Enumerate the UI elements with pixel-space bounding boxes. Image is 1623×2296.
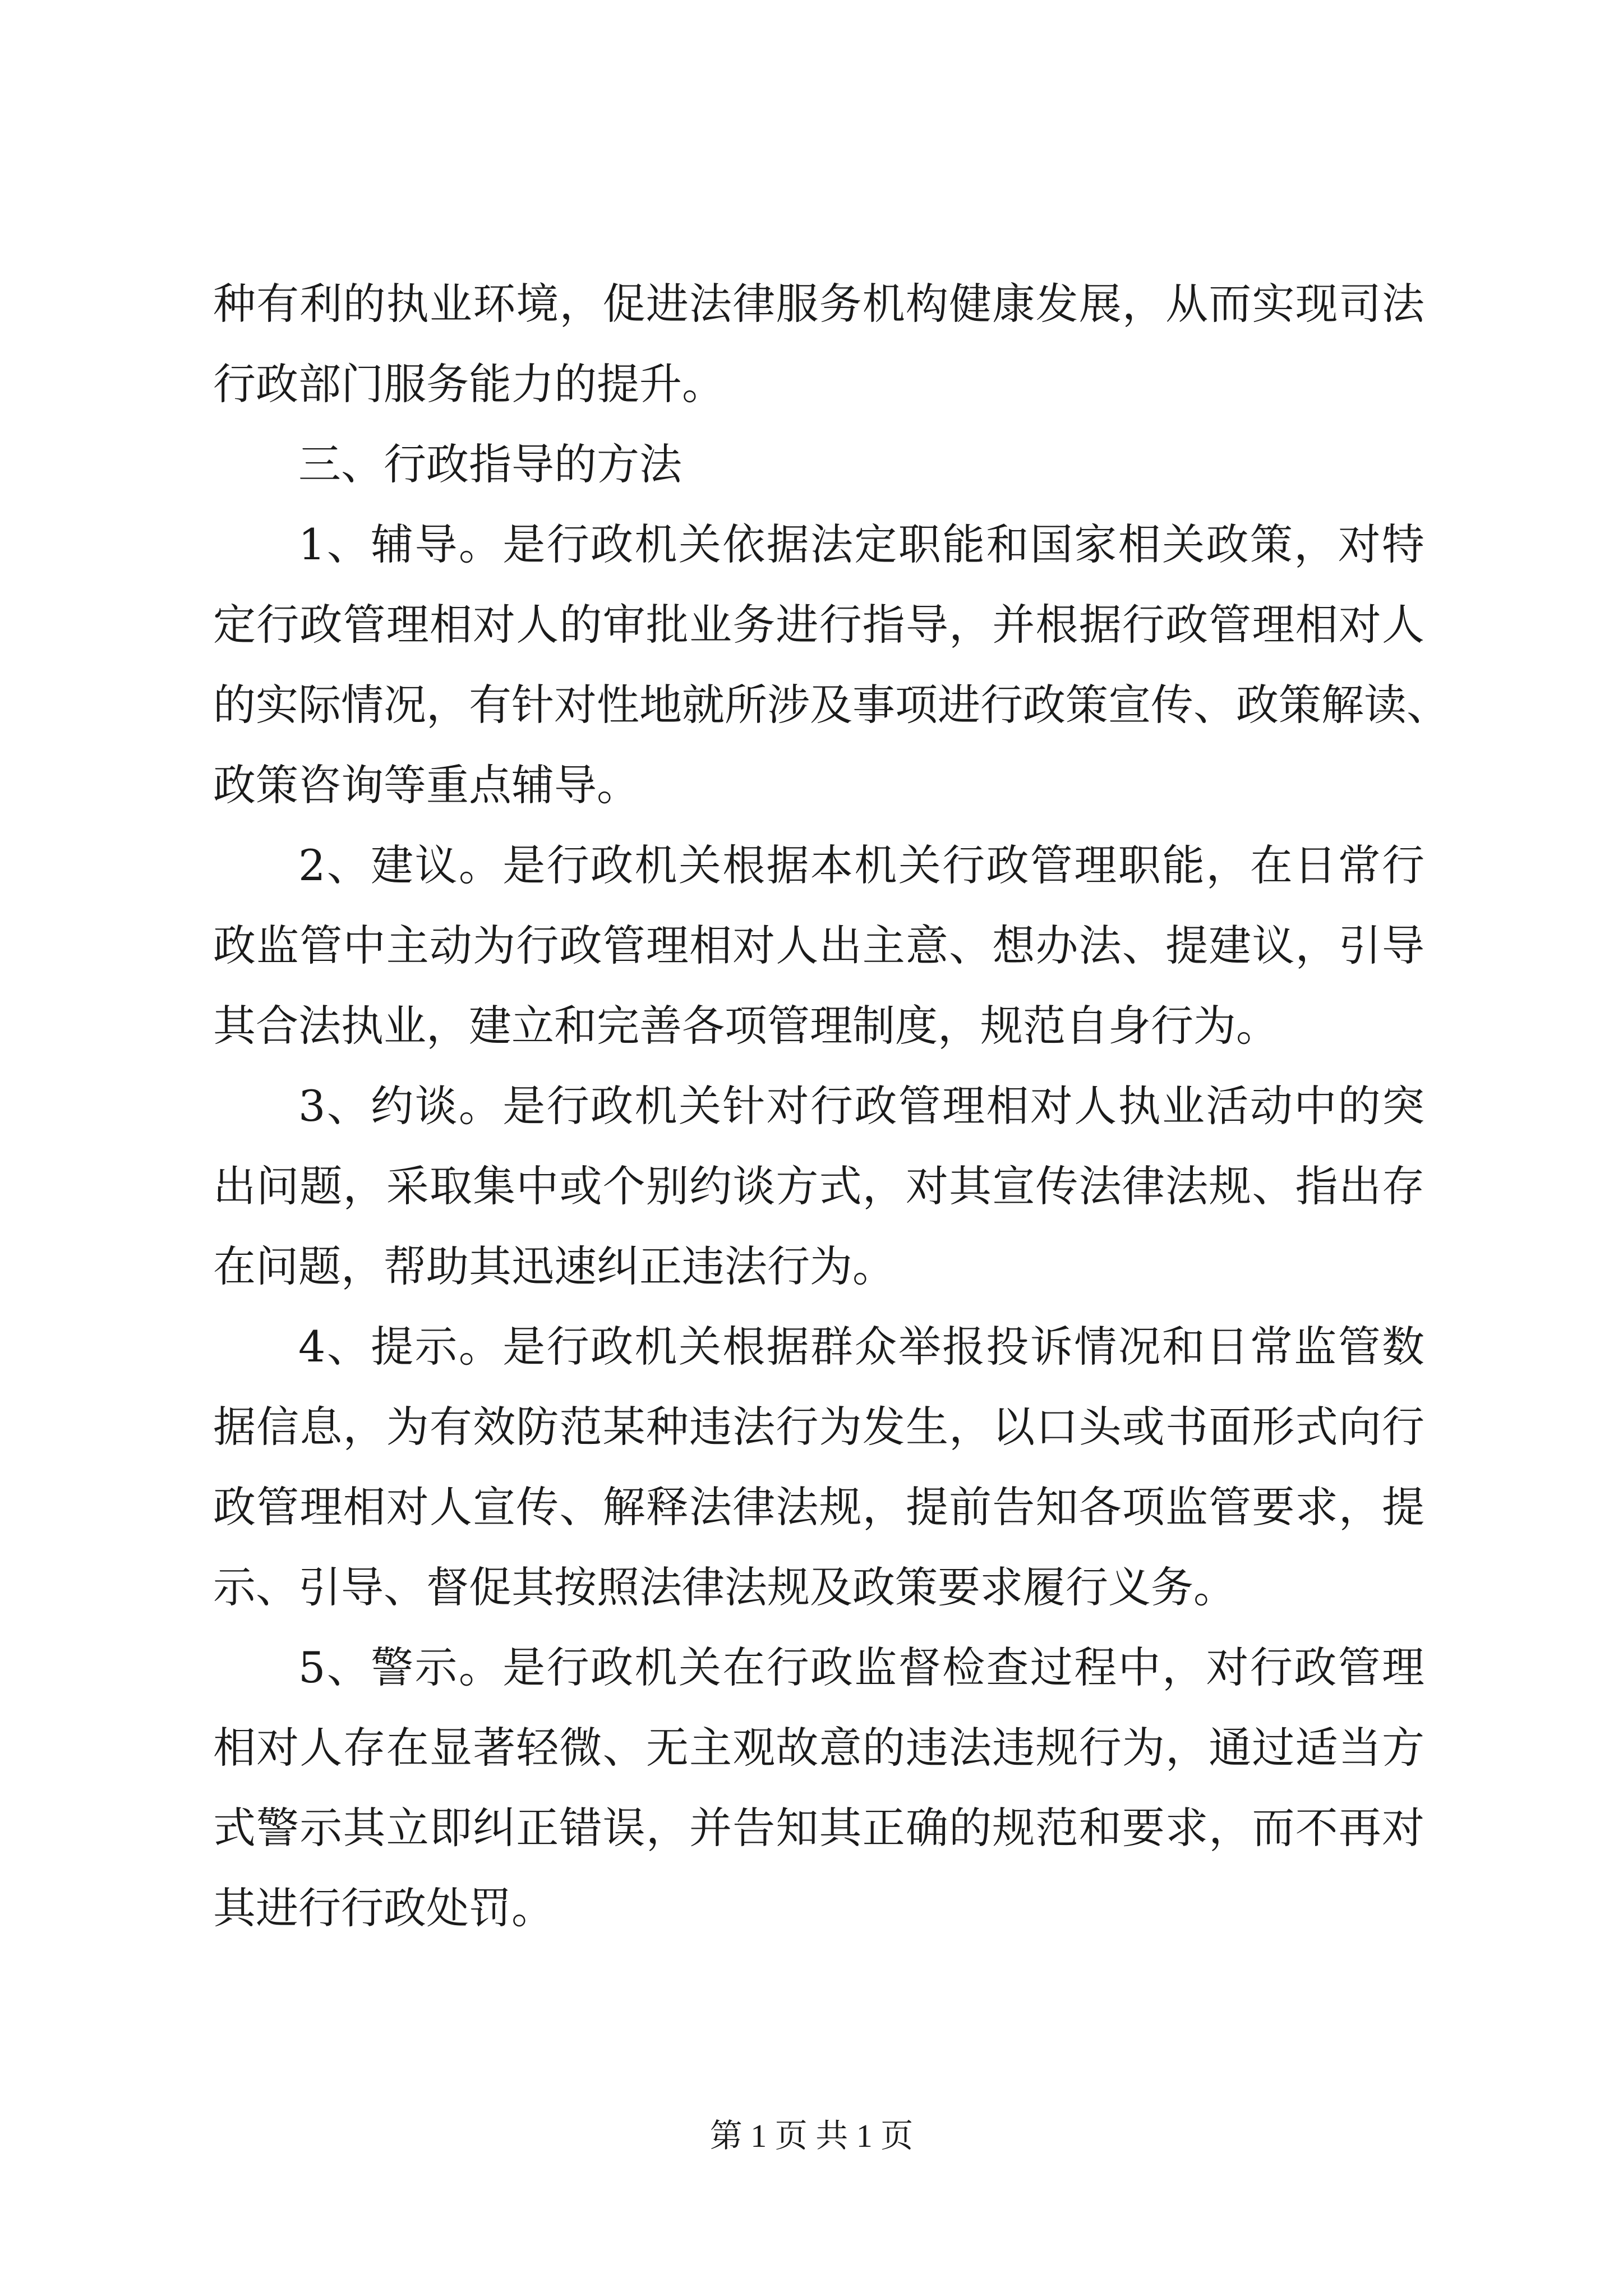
- paragraph-line: 1、辅导。是行政机关依据法定职能和国家相关政策，对特: [298, 519, 1424, 569]
- paragraph-line: 定行政管理相对人的审批业务进行指导，并根据行政管理相对人: [213, 600, 1424, 650]
- paragraph-line: 式警示其立即纠正错误，并告知其正确的规范和要求，而不再对: [213, 1803, 1424, 1853]
- paragraph-line: 示、引导、督促其按照法律法规及政策要求履行义务。: [213, 1562, 1236, 1612]
- paragraph-line: 政监管中主动为行政管理相对人出主意、想办法、提建议，引导: [213, 921, 1424, 970]
- paragraph-line: 5、警示。是行政机关在行政监督检查过程中，对行政管理: [298, 1642, 1424, 1692]
- paragraph-line: 相对人存在显著轻微、无主观故意的违法违规行为，通过适当方: [213, 1723, 1424, 1773]
- paragraph-line: 在问题，帮助其迅速纠正违法行为。: [213, 1241, 895, 1291]
- paragraph-line: 政管理相对人宣传、解释法律法规，提前告知各项监管要求，提: [213, 1482, 1424, 1532]
- paragraph-line: 的实际情况，有针对性地就所涉及事项进行政策宣传、政策解读、: [213, 680, 1449, 730]
- page-footer: 第 1 页 共 1 页: [709, 2118, 914, 2154]
- document-body: [213, 264, 1449, 1948]
- paragraph-line: 种有利的执业环境，促进法律服务机构健康发展，从而实现司法: [213, 279, 1424, 329]
- paragraph-line: 其进行行政处罚。: [213, 1883, 554, 1933]
- paragraph-line: 据信息，为有效防范某种违法行为发生，以口头或书面形式向行: [213, 1402, 1424, 1452]
- paragraph-line: 政策咨询等重点辅导。: [213, 760, 639, 810]
- paragraph-line: 2、建议。是行政机关根据本机关行政管理职能，在日常行: [298, 840, 1424, 890]
- paragraph-line: 4、提示。是行政机关根据群众举报投诉情况和日常监管数: [298, 1322, 1424, 1372]
- paragraph-line: 出问题，采取集中或个别约谈方式，对其宣传法律法规、指出存: [213, 1161, 1424, 1211]
- paragraph-line: 行政部门服务能力的提升。: [213, 359, 725, 409]
- section-heading: 三、行政指导的方法: [298, 439, 682, 489]
- paragraph-line: 其合法执业，建立和完善各项管理制度，规范自身行为。: [213, 1001, 1279, 1051]
- paragraph-line: 3、约谈。是行政机关针对行政管理相对人执业活动中的突: [298, 1081, 1424, 1131]
